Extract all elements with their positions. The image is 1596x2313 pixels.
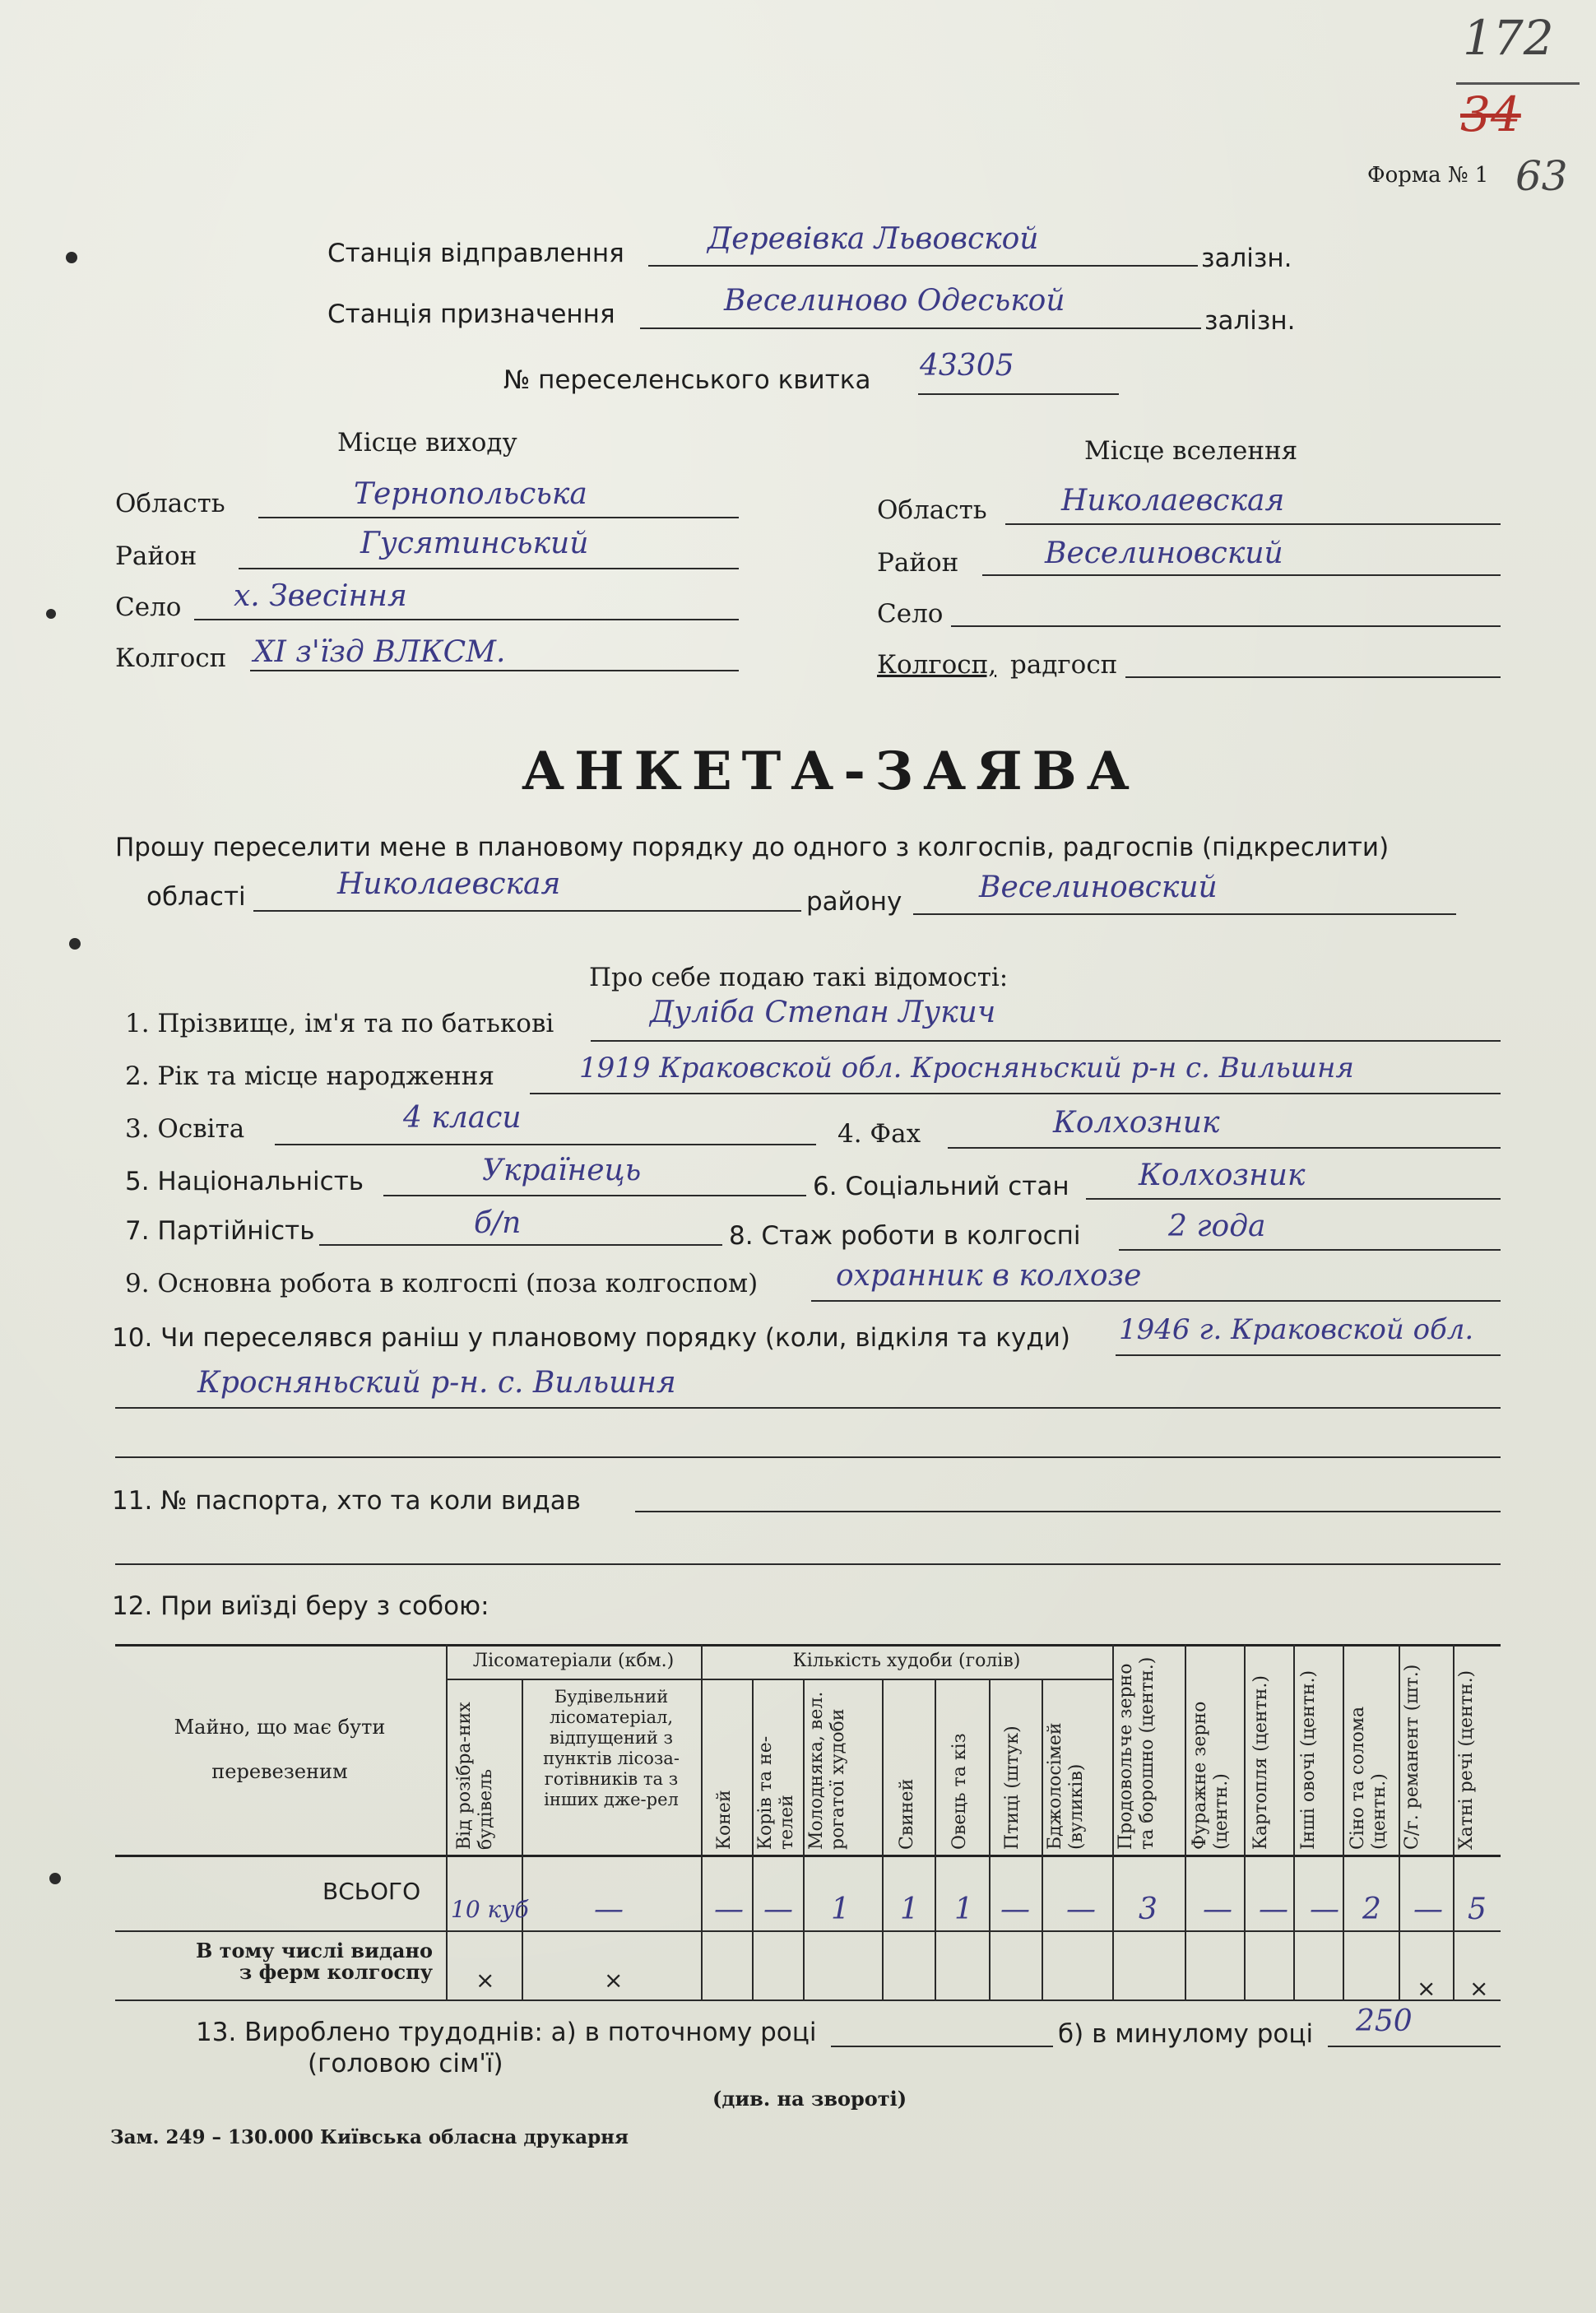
- destination-raion-line: [982, 574, 1501, 576]
- field-11-label: 11. № паспорта, хто та коли видав: [112, 1486, 581, 1516]
- col-divider: [989, 1679, 991, 1999]
- row-total-label: ВСЬОГО: [322, 1878, 421, 1905]
- col-header-pigs: Свиней: [897, 1778, 917, 1850]
- col-header-equipment: С/г. реманент (шт.): [1402, 1664, 1422, 1850]
- origin-kolhosp-label: Колгосп: [115, 643, 227, 673]
- field-2-value: 1919 Краковской обл. Кросняньский р-н с. Вильшня: [579, 1052, 1354, 1085]
- destination-selo-line: [951, 625, 1501, 627]
- origin-selo-label: Село: [115, 592, 182, 622]
- field-2-line: [530, 1093, 1501, 1094]
- field-11-line-b: [115, 1563, 1501, 1565]
- col-divider: [803, 1679, 805, 1999]
- col-header-horses: Коней: [714, 1790, 735, 1850]
- arrival-station-value: Веселиново Одеськой: [724, 284, 1065, 318]
- field-9-line: [811, 1300, 1501, 1302]
- archive-sheet-number: 172: [1463, 10, 1554, 66]
- col-divider: [935, 1679, 936, 1999]
- farm-mark-equipment: ×: [1417, 1975, 1436, 2002]
- col-header-beehives: Бджолосімей (вуликів): [1045, 1722, 1087, 1850]
- field-9-value: охранник в колхозе: [836, 1259, 1142, 1293]
- field-11-line-a: [635, 1511, 1501, 1512]
- total-cows: —: [763, 1893, 793, 1926]
- request-raion-line: [913, 913, 1456, 915]
- col-header-household: Хатні речі (центн.): [1456, 1670, 1477, 1850]
- field-1-value: Дуліба Степан Лукич: [650, 996, 996, 1029]
- field-10-line-a: [1116, 1354, 1501, 1356]
- col-divider: [1244, 1644, 1246, 1999]
- col-header-hay: Сіно та солома (центн.): [1348, 1706, 1390, 1850]
- destination-heading: Місце вселення: [1084, 436, 1298, 466]
- workdays-prev-value: 250: [1356, 2004, 1413, 2038]
- field-9-label: 9. Основна робота в колгоспі (поза колгоспом): [125, 1269, 759, 1298]
- total-horses: —: [714, 1893, 744, 1926]
- table-bottom-border: [115, 1999, 1501, 2001]
- workdays-label: 13. Вироблено трудоднів: а) в поточному році: [196, 2018, 817, 2047]
- col-divider: [1293, 1644, 1295, 1999]
- field-7-line: [319, 1244, 722, 1246]
- col-header-potatoes: Картопля (центн.): [1250, 1675, 1271, 1850]
- col-header-property: Майно, що має бути перевезеним: [174, 1716, 386, 1783]
- timber-group-line: [446, 1679, 701, 1680]
- workdays-current-line: [831, 2046, 1053, 2047]
- workdays-prev-label: б) в минулому році: [1058, 2019, 1314, 2049]
- archive-old-number: 34: [1460, 86, 1521, 142]
- col-divider: [882, 1679, 884, 1999]
- col-header-poultry: Птиці (штук): [1002, 1725, 1023, 1850]
- col-header-fodder-grain: Фуражне зерно (центн.): [1190, 1701, 1232, 1850]
- total-beehives: —: [1066, 1893, 1096, 1926]
- ticket-label: № переселенського квитка: [503, 365, 871, 395]
- group-header-timber: Лісоматеріали (кбм.): [472, 1651, 675, 1671]
- field-10-value-a: 1946 г. Краковской обл.: [1119, 1313, 1474, 1346]
- col-header-young-cattle: Молодняка, вел. рогатої худоби: [806, 1691, 848, 1850]
- col-header-dismantled: Від розібра-них будівель: [454, 1702, 496, 1850]
- origin-selo-value: х. Звесіння: [234, 579, 407, 613]
- field-10-label: 10. Чи переселявся раніш у плановому порядку (коли, відкіля та куди): [112, 1323, 1070, 1353]
- field-1-line: [591, 1040, 1501, 1042]
- origin-oblast-line: [258, 517, 739, 518]
- form-number: Форма № 1: [1367, 163, 1489, 188]
- field-4-line: [948, 1147, 1501, 1149]
- origin-raion-value: Гусятинський: [360, 527, 589, 560]
- ticket-value: 43305: [920, 349, 1014, 383]
- destination-raion-value: Веселиновский: [1045, 536, 1283, 570]
- total-household: 5: [1468, 1893, 1487, 1926]
- binding-hole: [69, 938, 81, 950]
- total-poultry: —: [1000, 1893, 1030, 1926]
- field-8-line: [1119, 1249, 1501, 1251]
- total-young-cattle: 1: [831, 1893, 850, 1926]
- destination-kolhosp-label: Колгосп,: [877, 650, 997, 680]
- destination-radhosp-label: радгосп: [1010, 650, 1118, 680]
- request-text: Прошу переселити мене в плановому порядку до одного з колгоспів, радгоспів (підкреслити): [115, 833, 1390, 862]
- departure-station-line: [648, 265, 1198, 267]
- field-5-label: 5. Національність: [125, 1167, 364, 1196]
- field-3-value: 4 класи: [403, 1101, 522, 1135]
- field-3-label: 3. Освіта: [125, 1114, 245, 1144]
- total-sheep: 1: [954, 1893, 973, 1926]
- col-divider: [701, 1644, 703, 1999]
- col-divider: [752, 1679, 754, 1999]
- field-10-line-c: [115, 1456, 1501, 1458]
- field-6-label: 6. Соціальний стан: [813, 1172, 1069, 1201]
- col-header-cows: Корів та не-телей: [755, 1735, 797, 1850]
- destination-oblast-label: Область: [877, 495, 987, 525]
- total-food-grain: 3: [1139, 1893, 1158, 1926]
- workdays-prev-line: [1328, 2046, 1501, 2047]
- total-building-timber: —: [594, 1893, 624, 1926]
- col-header-sheep: Овець та кіз: [949, 1733, 970, 1850]
- cattle-group-line: [701, 1679, 1112, 1680]
- total-dismantled: 10 куб: [451, 1896, 529, 1923]
- printer-imprint: Зам. 249 – 130.000 Київська обласна друкарня: [110, 2126, 629, 2148]
- farm-mark-building-timber: ×: [604, 1967, 624, 1994]
- document-title: АНКЕТА-ЗАЯВА: [522, 741, 1139, 802]
- total-vegetables: —: [1310, 1893, 1339, 1926]
- archive-margin-number: 63: [1515, 152, 1568, 200]
- field-5-value: Українець: [482, 1154, 642, 1187]
- farm-mark-dismantled: ×: [476, 1967, 495, 1994]
- col-divider: [522, 1679, 523, 1999]
- field-7-label: 7. Партійність: [125, 1216, 315, 1246]
- field-4-label: 4. Фах: [837, 1119, 921, 1149]
- total-fodder-grain: —: [1203, 1893, 1232, 1926]
- destination-raion-label: Район: [877, 548, 959, 578]
- col-divider: [1453, 1644, 1454, 1999]
- field-10-line-b: [115, 1407, 1501, 1409]
- ticket-line: [918, 393, 1119, 395]
- workdays-sublabel: (головою сім'ї): [308, 2049, 503, 2078]
- request-raion-value: Веселиновский: [979, 871, 1218, 904]
- total-pigs: 1: [900, 1893, 919, 1926]
- total-potatoes: —: [1259, 1893, 1288, 1926]
- col-divider: [446, 1644, 448, 1999]
- field-5-line: [383, 1195, 806, 1196]
- col-divider: [1185, 1644, 1186, 1999]
- col-divider: [1343, 1644, 1344, 1999]
- field-2-label: 2. Рік та місце народження: [125, 1061, 494, 1091]
- destination-selo-label: Село: [877, 599, 944, 629]
- col-header-vegetables: Інші овочі (центн.): [1298, 1670, 1319, 1850]
- field-7-value: б/п: [474, 1206, 522, 1240]
- col-divider: [1042, 1679, 1043, 1999]
- field-6-value: Колхозник: [1139, 1159, 1306, 1192]
- departure-rail-suffix: залізн.: [1201, 244, 1292, 273]
- col-header-food-grain: Продовольче зерно та борошно (центн.): [1116, 1656, 1158, 1850]
- origin-raion-line: [239, 568, 739, 569]
- total-equipment: —: [1413, 1893, 1443, 1926]
- origin-oblast-label: Область: [115, 489, 225, 518]
- field-12-label: 12. При виїзді беру з собою:: [112, 1591, 489, 1621]
- field-10-value-b: Кросняньский р-н. с. Вильшня: [197, 1366, 676, 1400]
- field-8-label: 8. Стаж роботи в колгоспі: [729, 1221, 1081, 1251]
- see-reverse-note: (див. на звороті): [712, 2087, 907, 2111]
- destination-oblast-line: [1005, 523, 1501, 525]
- destination-kolhosp-line: [1125, 676, 1501, 678]
- col-divider: [1112, 1644, 1114, 1999]
- origin-raion-label: Район: [115, 541, 197, 571]
- intro-text: Про себе подаю такі відомості:: [589, 963, 1009, 992]
- origin-selo-line: [194, 619, 739, 620]
- origin-oblast-value: Тернопольська: [354, 477, 587, 511]
- request-oblast-line: [253, 910, 801, 912]
- binding-hole: [66, 252, 77, 263]
- archive-number-divider: [1456, 82, 1580, 85]
- binding-hole: [46, 609, 56, 619]
- origin-kolhosp-value: XI з'їзд ВЛКСМ.: [253, 635, 506, 669]
- row-farm-label: В тому числі видано з ферм колгоспу: [195, 1939, 433, 1984]
- field-8-value: 2 года: [1168, 1210, 1266, 1243]
- departure-station-value: Деревівка Львовской: [708, 222, 1039, 256]
- origin-heading: Місце виходу: [337, 428, 517, 457]
- field-6-line: [1086, 1198, 1501, 1200]
- origin-kolhosp-line: [250, 670, 739, 671]
- farm-mark-household: ×: [1469, 1975, 1489, 2002]
- col-header-building-timber: Будівельний лісоматеріал, відпущений з пунктів лісоза-готівників та з інших дже-рел: [543, 1687, 680, 1809]
- request-oblast-value: Николаевская: [337, 867, 561, 901]
- arrival-station-label: Станція призначення: [327, 300, 615, 329]
- field-4-value: Колхозник: [1053, 1106, 1220, 1140]
- request-oblast-label: області: [146, 882, 246, 912]
- destination-oblast-value: Николаевская: [1061, 484, 1285, 518]
- field-3-line: [275, 1144, 816, 1145]
- binding-hole: [49, 1873, 61, 1884]
- col-divider: [1399, 1644, 1400, 1999]
- field-1-label: 1. Прізвище, ім'я та по батькові: [125, 1009, 554, 1038]
- arrival-station-line: [640, 327, 1201, 329]
- group-header-cattle: Кількість худоби (голів): [792, 1651, 1021, 1671]
- request-raion-label: району: [806, 887, 902, 917]
- departure-station-label: Станція відправлення: [327, 239, 624, 268]
- total-hay: 2: [1362, 1893, 1381, 1926]
- arrival-rail-suffix: залізн.: [1204, 306, 1296, 336]
